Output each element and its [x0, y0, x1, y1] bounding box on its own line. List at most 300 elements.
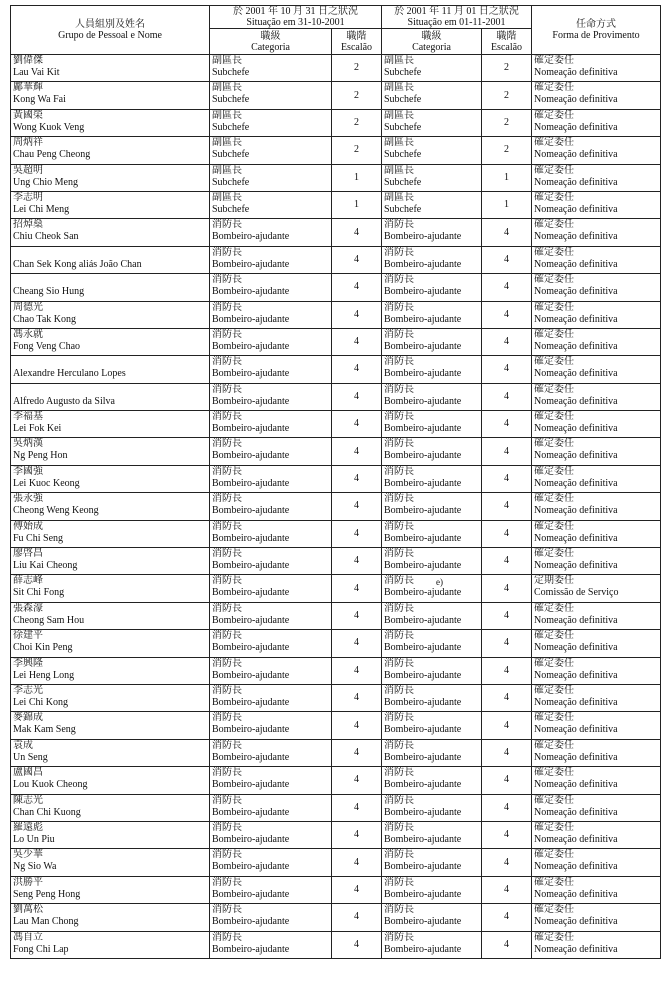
name-zh: 洪勝平 — [13, 876, 43, 888]
form-cell — [532, 657, 661, 684]
category-after-pt: Bombeiro-ajudante — [384, 696, 462, 708]
category-after-pt: Subchefe — [384, 94, 422, 106]
form-pt: Nomeação definitiva — [534, 888, 618, 900]
footnote-mark: e) — [436, 577, 443, 588]
category-after-zh: 消防長 — [384, 739, 414, 751]
category-after-cell — [382, 411, 482, 438]
category-before-zh: 消防長 — [212, 246, 242, 258]
category-before-cell — [210, 602, 332, 629]
name-zh: 張森濠 — [13, 602, 43, 614]
escalao-after-cell: 4 — [482, 548, 532, 575]
table-row — [11, 794, 661, 821]
category-after-pt: Subchefe — [384, 203, 422, 215]
name-pt: Chan Sek Kong aliás João Chan — [13, 258, 142, 270]
category-before-cell — [210, 876, 332, 903]
category-after-zh: 消防長 — [384, 767, 414, 779]
name-cell — [11, 109, 210, 136]
category-before-cell — [210, 493, 332, 520]
category-after-cell — [382, 904, 482, 931]
escalao-header-after — [482, 29, 532, 55]
form-header-zh: 任命方式 — [576, 19, 617, 30]
escalao-before-cell: 4 — [332, 438, 382, 465]
escalao-after-cell: 4 — [482, 493, 532, 520]
category-after-cell — [382, 465, 482, 492]
form-zh: 確定委任 — [534, 301, 575, 313]
escalao-before-cell: 4 — [332, 657, 382, 684]
category-after-zh: 消防長 — [384, 821, 414, 833]
form-zh: 確定委任 — [534, 602, 575, 614]
form-cell — [532, 82, 661, 109]
category-after-zh: 消防長 — [384, 931, 414, 943]
form-zh: 確定委任 — [534, 438, 575, 450]
name-pt: Fong Chi Lap — [13, 943, 69, 955]
escalao-after-cell: 4 — [482, 794, 532, 821]
table-row — [11, 465, 661, 492]
category-before-pt: Bombeiro-ajudante — [212, 532, 290, 544]
form-cell — [532, 493, 661, 520]
category-header-zh: 職級 — [421, 30, 442, 42]
category-before-pt: Bombeiro-ajudante — [212, 724, 290, 736]
category-before-cell — [210, 438, 332, 465]
category-before-cell — [210, 356, 332, 383]
form-header — [532, 6, 661, 55]
form-zh: 確定委任 — [534, 328, 575, 340]
category-before-pt: Bombeiro-ajudante — [212, 395, 290, 407]
form-pt: Nomeação definitiva — [534, 121, 618, 133]
escalao-after-cell: 4 — [482, 767, 532, 794]
form-cell — [532, 575, 661, 602]
name-cell — [11, 657, 210, 684]
form-zh: 確定委任 — [534, 520, 575, 532]
escalao-after-cell: 4 — [482, 657, 532, 684]
category-before-zh: 消防長 — [212, 219, 242, 231]
form-zh: 確定委任 — [534, 82, 575, 94]
form-cell — [532, 904, 661, 931]
form-cell — [532, 876, 661, 903]
table-row — [11, 191, 661, 218]
personnel-document — [10, 5, 661, 959]
escalao-after-cell: 4 — [482, 356, 532, 383]
category-after-zh: 消防長 — [384, 328, 414, 340]
form-zh: 確定委任 — [534, 356, 575, 368]
category-before-cell — [210, 109, 332, 136]
table-row — [11, 904, 661, 931]
escalao-before-cell: 4 — [332, 246, 382, 273]
form-pt: Nomeação definitiva — [534, 560, 618, 572]
category-before-pt: Subchefe — [212, 94, 250, 106]
escalao-after-cell: 4 — [482, 328, 532, 355]
name-zh: 羅遠彪 — [13, 821, 43, 833]
table-row — [11, 767, 661, 794]
category-after-cell — [382, 876, 482, 903]
category-before-cell — [210, 465, 332, 492]
category-after-cell — [382, 767, 482, 794]
form-cell — [532, 602, 661, 629]
escalao-after-cell: 4 — [482, 520, 532, 547]
category-before-pt: Bombeiro-ajudante — [212, 587, 290, 599]
category-after-pt: Subchefe — [384, 176, 422, 188]
category-before-cell — [210, 246, 332, 273]
category-before-pt: Bombeiro-ajudante — [212, 833, 290, 845]
form-zh: 確定委任 — [534, 794, 575, 806]
name-cell — [11, 931, 210, 958]
form-zh: 確定委任 — [534, 821, 575, 833]
name-zh: 黃國榮 — [13, 109, 43, 121]
form-zh: 確定委任 — [534, 493, 575, 505]
form-pt: Nomeação definitiva — [534, 340, 618, 352]
name-cell — [11, 548, 210, 575]
category-before-cell — [210, 575, 332, 602]
name-pt: Ung Chio Meng — [13, 176, 78, 188]
category-after-pt: Bombeiro-ajudante — [384, 888, 462, 900]
category-after-pt: Bombeiro-ajudante — [384, 806, 462, 818]
name-zh — [11, 247, 209, 259]
form-cell — [532, 794, 661, 821]
category-after-zh: 消防長 — [384, 465, 414, 477]
group-name-header-zh: 人員組別及姓名 — [75, 19, 145, 30]
name-zh: 李志光 — [13, 684, 43, 696]
escalao-after-cell: 1 — [482, 164, 532, 191]
form-pt: Nomeação definitiva — [534, 724, 618, 736]
category-before-zh: 消防長 — [212, 657, 242, 669]
name-cell — [11, 191, 210, 218]
name-pt: Lei Chi Kong — [13, 696, 68, 708]
name-pt: Lou Kuok Cheong — [13, 779, 88, 791]
escalao-before-cell: 4 — [332, 328, 382, 355]
category-before-pt: Bombeiro-ajudante — [212, 423, 290, 435]
escalao-after-cell: 4 — [482, 438, 532, 465]
category-after-cell — [382, 684, 482, 711]
category-after-zh: 消防長 — [384, 383, 414, 395]
category-before-zh: 消防長 — [212, 794, 242, 806]
name-cell — [11, 630, 210, 657]
category-after-cell — [382, 657, 482, 684]
category-before-zh: 消防長 — [212, 438, 242, 450]
table-row — [11, 82, 661, 109]
escalao-after-cell: 2 — [482, 82, 532, 109]
form-cell — [532, 164, 661, 191]
category-before-cell — [210, 684, 332, 711]
escalao-before-cell: 4 — [332, 520, 382, 547]
name-pt: Lei Fok Kei — [13, 423, 62, 435]
escalao-after-cell: 4 — [482, 931, 532, 958]
category-after-zh: 消防長 — [384, 712, 414, 724]
category-after-pt: Bombeiro-ajudante — [384, 751, 462, 763]
form-cell — [532, 548, 661, 575]
escalao-after-cell: 1 — [482, 191, 532, 218]
escalao-after-cell: 2 — [482, 109, 532, 136]
category-before-cell — [210, 274, 332, 301]
escalao-before-cell: 1 — [332, 164, 382, 191]
table-row — [11, 246, 661, 273]
escalao-after-cell: 2 — [482, 55, 532, 82]
category-after-cell — [382, 55, 482, 82]
table-row — [11, 109, 661, 136]
category-before-cell — [210, 630, 332, 657]
category-before-zh: 消防長 — [212, 739, 242, 751]
table-row — [11, 602, 661, 629]
escalao-after-cell: 4 — [482, 575, 532, 602]
name-zh: 麥錦成 — [13, 712, 43, 724]
form-cell — [532, 438, 661, 465]
name-pt: Cheang Sio Hung — [13, 286, 85, 298]
category-after-zh: 副區長 — [384, 164, 414, 176]
escalao-after-cell: 4 — [482, 219, 532, 246]
category-before-zh: 消防長 — [212, 876, 242, 888]
form-cell — [532, 356, 661, 383]
category-before-pt: Bombeiro-ajudante — [212, 286, 290, 298]
name-zh: 吳少華 — [13, 849, 43, 861]
form-cell — [532, 411, 661, 438]
form-pt: Nomeação definitiva — [534, 450, 618, 462]
category-after-zh: 消防長 — [384, 904, 414, 916]
name-cell — [11, 438, 210, 465]
situation-after-zh: 於 2001 年 11 月 01 日之狀況 — [394, 6, 519, 17]
category-after-cell — [382, 520, 482, 547]
category-after-cell — [382, 438, 482, 465]
category-before-pt: Bombeiro-ajudante — [212, 313, 290, 325]
escalao-after-cell: 4 — [482, 602, 532, 629]
name-cell — [11, 82, 210, 109]
category-after-cell — [382, 191, 482, 218]
situation-before-header — [210, 6, 382, 29]
category-after-cell — [382, 356, 482, 383]
category-before-pt: Bombeiro-ajudante — [212, 916, 290, 928]
category-after-pt: Bombeiro-ajudante — [384, 669, 462, 681]
category-before-pt: Bombeiro-ajudante — [212, 642, 290, 654]
category-before-cell — [210, 712, 332, 739]
form-zh: 確定委任 — [534, 767, 575, 779]
name-zh: 劉萬松 — [13, 904, 43, 916]
category-after-zh: 副區長 — [384, 82, 414, 94]
name-pt: Alfredo Augusto da Silva — [13, 395, 115, 407]
category-after-zh: 副區長 — [384, 109, 414, 121]
category-before-pt: Bombeiro-ajudante — [212, 779, 290, 791]
form-zh: 確定委任 — [534, 465, 575, 477]
category-after-zh: 消防長 — [384, 411, 414, 423]
category-before-zh: 消防長 — [212, 767, 242, 779]
name-zh: 李志明 — [13, 191, 43, 203]
name-pt: Choi Kin Peng — [13, 642, 73, 654]
category-before-zh: 消防長 — [212, 493, 242, 505]
category-after-cell — [382, 794, 482, 821]
escalao-header-pt: Escalão — [490, 41, 523, 53]
name-pt: Ng Sio Wa — [13, 861, 57, 873]
form-zh: 確定委任 — [534, 219, 575, 231]
name-pt: Wong Kuok Veng — [13, 121, 85, 133]
name-zh: 李國強 — [13, 465, 43, 477]
name-pt: Lei Chi Meng — [13, 203, 70, 215]
category-before-zh: 消防長 — [212, 630, 242, 642]
form-cell — [532, 191, 661, 218]
category-before-cell — [210, 164, 332, 191]
table-row — [11, 931, 661, 958]
form-cell — [532, 684, 661, 711]
category-before-cell — [210, 191, 332, 218]
category-before-zh: 消防長 — [212, 356, 242, 368]
category-after-pt: Bombeiro-ajudante — [384, 258, 462, 270]
form-pt: Nomeação definitiva — [534, 258, 618, 270]
escalao-before-cell: 1 — [332, 191, 382, 218]
table-row — [11, 876, 661, 903]
name-cell — [11, 411, 210, 438]
escalao-after-cell: 4 — [482, 301, 532, 328]
category-before-pt: Subchefe — [212, 121, 250, 133]
category-before-pt: Bombeiro-ajudante — [212, 806, 290, 818]
category-after-cell — [382, 630, 482, 657]
category-after-cell — [382, 712, 482, 739]
name-zh: 吳超明 — [13, 164, 43, 176]
table-row — [11, 575, 661, 602]
category-after-zh: 副區長 — [384, 137, 414, 149]
table-row — [11, 438, 661, 465]
form-header-pt: Forma de Provimento — [552, 30, 640, 41]
category-after-pt: Bombeiro-ajudante — [384, 505, 462, 517]
category-before-pt: Bombeiro-ajudante — [212, 258, 290, 270]
category-after-zh: 消防長 — [384, 630, 414, 642]
form-cell — [532, 109, 661, 136]
category-header-before — [210, 29, 332, 55]
category-before-pt: Bombeiro-ajudante — [212, 450, 290, 462]
name-pt: Chau Peng Cheong — [13, 149, 91, 161]
category-before-pt: Subchefe — [212, 67, 250, 78]
form-zh: 確定委任 — [534, 191, 575, 203]
category-before-zh: 副區長 — [212, 55, 242, 66]
name-cell — [11, 684, 210, 711]
name-zh — [11, 356, 209, 368]
form-zh: 確定委任 — [534, 383, 575, 395]
name-cell — [11, 821, 210, 848]
category-before-cell — [210, 137, 332, 164]
category-after-cell — [382, 548, 482, 575]
category-after-zh: 消防長 — [384, 794, 414, 806]
escalao-before-cell: 2 — [332, 137, 382, 164]
table-row — [11, 55, 661, 82]
table-row — [11, 821, 661, 848]
category-after-zh: 消防長 — [384, 356, 414, 368]
category-before-cell — [210, 55, 332, 82]
category-after-pt: Bombeiro-ajudante — [384, 587, 462, 599]
category-before-cell — [210, 301, 332, 328]
name-cell — [11, 849, 210, 876]
escalao-after-cell: 4 — [482, 876, 532, 903]
category-after-pt: Bombeiro-ajudante — [384, 395, 462, 407]
table-row — [11, 684, 661, 711]
name-cell — [11, 712, 210, 739]
name-cell — [11, 356, 210, 383]
name-pt: Lau Vai Kit — [13, 67, 60, 78]
category-before-zh: 消防長 — [212, 849, 242, 861]
category-after-cell — [382, 246, 482, 273]
name-cell — [11, 383, 210, 410]
escalao-before-cell: 4 — [332, 356, 382, 383]
table-row — [11, 301, 661, 328]
category-header-pt: Categoria — [251, 41, 290, 53]
name-cell — [11, 794, 210, 821]
category-after-pt: Subchefe — [384, 149, 422, 161]
form-pt: Nomeação definitiva — [534, 67, 618, 78]
situation-before-zh: 於 2001 年 10 月 31 日之狀況 — [233, 6, 358, 17]
category-before-cell — [210, 411, 332, 438]
table-row — [11, 520, 661, 547]
name-cell — [11, 219, 210, 246]
category-before-zh: 消防長 — [212, 301, 242, 313]
category-after-pt: Subchefe — [384, 121, 422, 133]
escalao-before-cell: 4 — [332, 548, 382, 575]
category-before-zh: 消防長 — [212, 383, 242, 395]
category-after-pt: Bombeiro-ajudante — [384, 313, 462, 325]
category-after-cell — [382, 931, 482, 958]
name-zh: 李福基 — [13, 411, 43, 423]
name-cell — [11, 767, 210, 794]
table-row — [11, 630, 661, 657]
escalao-before-cell: 4 — [332, 684, 382, 711]
category-before-cell — [210, 328, 332, 355]
category-header-after — [382, 29, 482, 55]
form-pt: Nomeação definitiva — [534, 176, 618, 188]
table-header — [11, 6, 661, 55]
escalao-after-cell: 4 — [482, 821, 532, 848]
name-zh: 張永強 — [13, 493, 43, 505]
form-pt: Nomeação definitiva — [534, 916, 618, 928]
category-after-zh: 消防長 — [384, 575, 414, 587]
table-row — [11, 164, 661, 191]
category-after-pt: Bombeiro-ajudante — [384, 532, 462, 544]
escalao-before-cell: 4 — [332, 602, 382, 629]
name-zh: 吳炳漢 — [13, 438, 43, 450]
category-before-cell — [210, 821, 332, 848]
form-zh: 確定委任 — [534, 411, 575, 423]
category-before-zh: 消防長 — [212, 465, 242, 477]
form-cell — [532, 712, 661, 739]
form-pt: Nomeação definitiva — [534, 286, 618, 298]
form-cell — [532, 465, 661, 492]
category-before-zh: 消防長 — [212, 712, 242, 724]
form-zh: 確定委任 — [534, 931, 575, 943]
category-after-cell — [382, 739, 482, 766]
table-row — [11, 328, 661, 355]
name-pt: Lo Un Piu — [13, 833, 55, 845]
name-zh: 鄺華輝 — [13, 82, 43, 94]
category-after-zh: 消防長 — [384, 219, 414, 231]
category-before-zh: 消防長 — [212, 411, 242, 423]
category-after-cell — [382, 383, 482, 410]
category-after-zh: 消防長 — [384, 301, 414, 313]
category-before-cell — [210, 548, 332, 575]
name-zh: 周炳祥 — [13, 137, 43, 149]
category-before-cell — [210, 219, 332, 246]
form-pt: Nomeação definitiva — [534, 532, 618, 544]
form-cell — [532, 520, 661, 547]
category-after-pt: Bombeiro-ajudante — [384, 833, 462, 845]
category-after-cell — [382, 301, 482, 328]
escalao-before-cell: 4 — [332, 712, 382, 739]
category-before-pt: Bombeiro-ajudante — [212, 751, 290, 763]
category-after-cell — [382, 602, 482, 629]
form-pt: Nomeação definitiva — [534, 614, 618, 626]
name-pt: Sit Chi Fong — [13, 587, 65, 599]
form-cell — [532, 931, 661, 958]
escalao-after-cell: 4 — [482, 904, 532, 931]
escalao-before-cell: 4 — [332, 794, 382, 821]
form-pt: Nomeação definitiva — [534, 669, 618, 681]
form-zh: 確定委任 — [534, 904, 575, 916]
category-after-zh: 消防長 — [384, 548, 414, 560]
form-pt: Nomeação definitiva — [534, 642, 618, 654]
escalao-header-zh: 職階 — [496, 30, 517, 42]
form-pt: Nomeação definitiva — [534, 423, 618, 435]
name-pt: Cheong Weng Keong — [13, 505, 99, 517]
